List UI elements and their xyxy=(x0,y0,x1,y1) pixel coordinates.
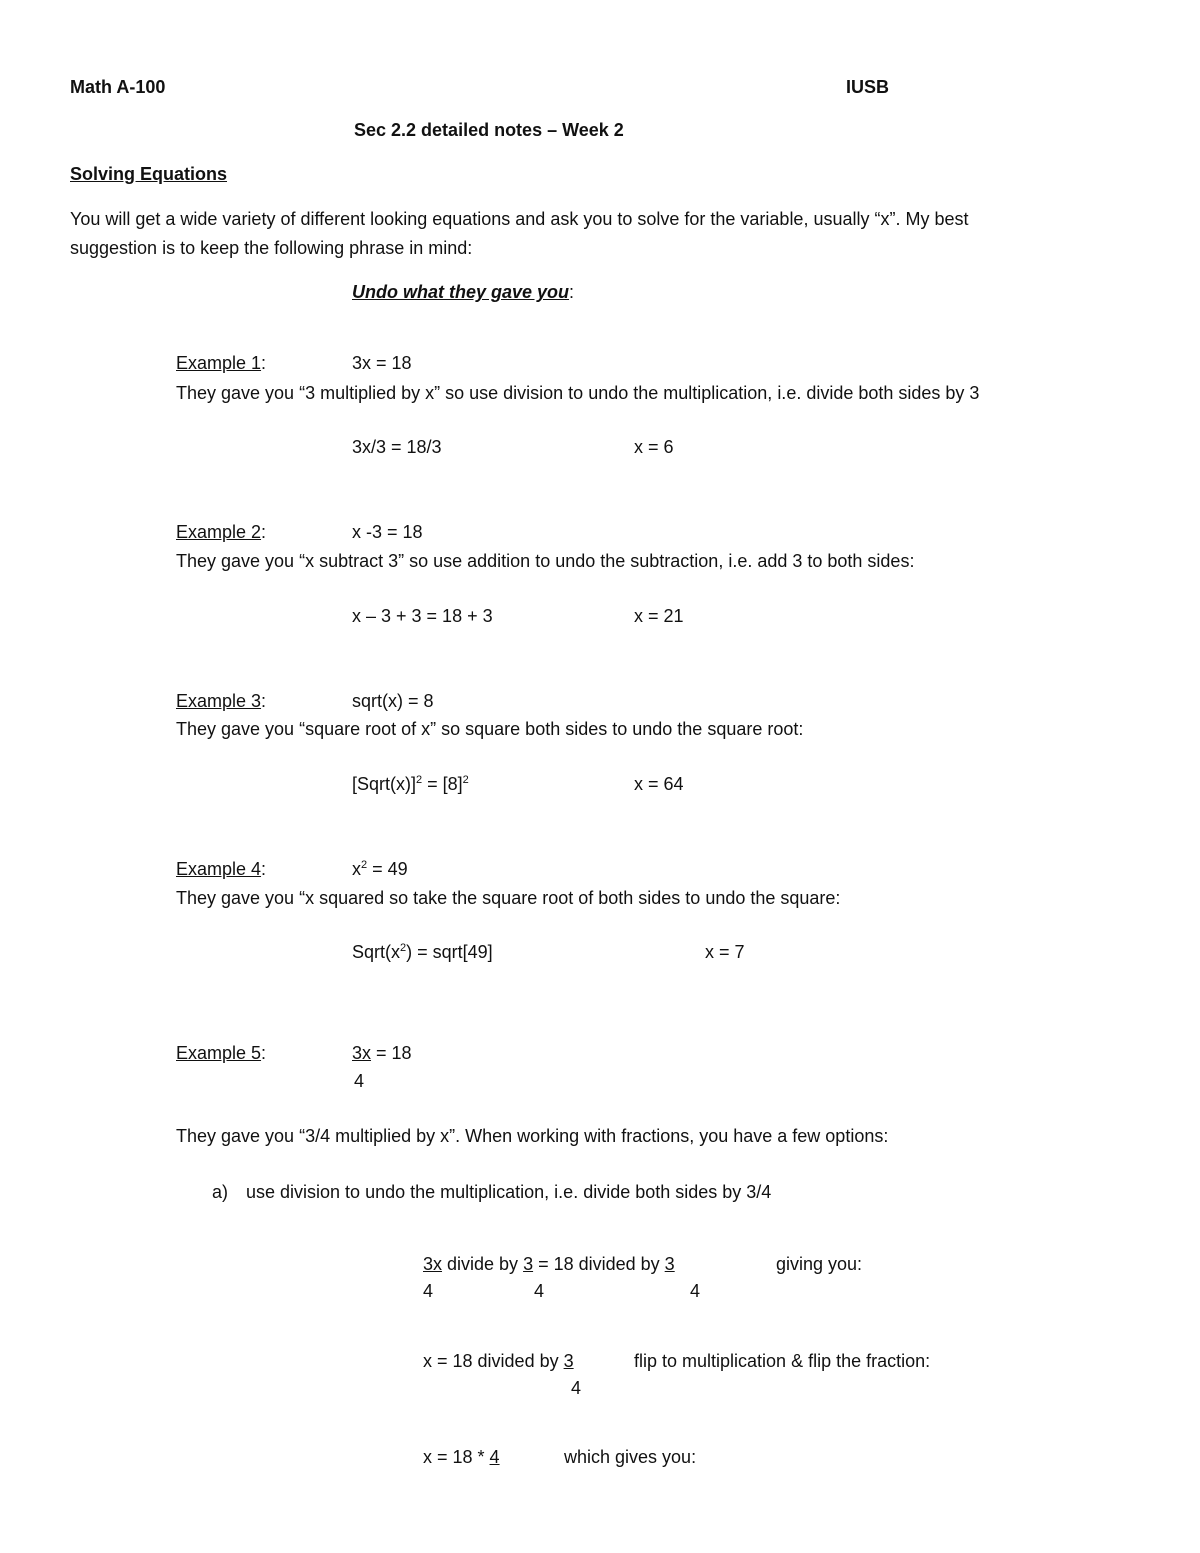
step-text: = 18 divided by xyxy=(533,1254,665,1274)
step-1-line xyxy=(423,1253,675,1275)
fraction-denominator: 4 xyxy=(354,1071,365,1091)
equation-base: x xyxy=(352,859,361,879)
step-text: divide by xyxy=(442,1254,524,1274)
step-text: x = 18 divided by xyxy=(423,1351,564,1371)
example-3-explanation: They gave you “square root of x” so square both sides to undo the square root: xyxy=(176,719,804,739)
fraction-numerator: 3 xyxy=(664,1254,675,1274)
fraction-numerator: 3 xyxy=(523,1254,534,1274)
example-3-result: x = 64 xyxy=(634,774,684,794)
key-phrase xyxy=(352,281,574,303)
intro-line-1: You will get a wide variety of different looking equations and ask you to solve for the variable, usually “x”. My best xyxy=(70,209,969,229)
work-part: = [8] xyxy=(422,774,463,794)
example-3-label xyxy=(176,690,266,712)
example-1-explanation: They gave you “3 multiplied by x” so use division to undo the multiplication, i.e. divide both sides by 3 xyxy=(176,383,980,403)
key-phrase-text: Undo what they gave you xyxy=(352,282,570,302)
fraction-denominator: 4 xyxy=(423,1281,434,1301)
course-name: Math A-100 xyxy=(70,77,166,97)
example-label-colon: : xyxy=(261,859,267,879)
fraction-numerator: 4 xyxy=(489,1447,500,1467)
fraction-denominator: 4 xyxy=(571,1378,582,1398)
page-title: Sec 2.2 detailed notes – Week 2 xyxy=(354,120,624,140)
section-heading: Solving Equations xyxy=(70,164,228,184)
equation-rest: = 18 xyxy=(371,1043,412,1063)
example-3-work xyxy=(352,773,469,795)
example-5-equation xyxy=(352,1042,412,1064)
example-4-label xyxy=(176,858,266,880)
fraction-numerator: 3 xyxy=(563,1351,574,1371)
exponent: 2 xyxy=(361,859,368,871)
example-4-explanation: They gave you “x squared so take the square root of both sides to undo the square: xyxy=(176,888,841,908)
school-name: IUSB xyxy=(846,77,890,97)
example-label-text: Example 4 xyxy=(176,859,262,879)
fraction-denominator: 4 xyxy=(690,1281,701,1301)
example-4-work xyxy=(352,941,493,963)
step-1-note: giving you: xyxy=(776,1254,863,1274)
example-2-result: x = 21 xyxy=(634,606,684,626)
example-label-text: Example 3 xyxy=(176,691,262,711)
example-label-colon: : xyxy=(261,353,267,373)
example-4-result: x = 7 xyxy=(705,942,745,962)
example-label-text: Example 5 xyxy=(176,1043,262,1063)
example-1-equation: 3x = 18 xyxy=(352,353,412,373)
example-4-equation xyxy=(352,858,408,880)
fraction-denominator: 4 xyxy=(534,1281,545,1301)
step-2-line xyxy=(423,1350,574,1372)
exponent: 2 xyxy=(462,774,469,786)
intro-line-2: suggestion is to keep the following phrase in mind: xyxy=(70,238,473,258)
example-2-work: x – 3 + 3 = 18 + 3 xyxy=(352,606,493,626)
example-1-work: 3x/3 = 18/3 xyxy=(352,437,442,457)
example-2-explanation: They gave you “x subtract 3” so use addition to undo the subtraction, i.e. add 3 to both sides: xyxy=(176,551,915,571)
step-3-note: which gives you: xyxy=(564,1447,697,1467)
example-5-explanation: They gave you “3/4 multiplied by x”. When working with fractions, you have a few options: xyxy=(176,1126,889,1146)
option-a-text: use division to undo the multiplication, i.e. divide both sides by 3/4 xyxy=(246,1182,772,1202)
work-part: Sqrt(x xyxy=(352,942,401,962)
equation-rest: = 49 xyxy=(367,859,408,879)
example-label-text: Example 2 xyxy=(176,522,262,542)
key-phrase-colon: : xyxy=(569,282,575,302)
fraction-numerator: 3x xyxy=(423,1254,443,1274)
work-part: ) = sqrt[49] xyxy=(406,942,493,962)
example-5-label xyxy=(176,1042,266,1064)
option-a-marker: a) xyxy=(212,1182,229,1202)
example-label-colon: : xyxy=(261,1043,267,1063)
work-part: [Sqrt(x)] xyxy=(352,774,417,794)
example-1-result: x = 6 xyxy=(634,437,674,457)
example-label-colon: : xyxy=(261,522,267,542)
example-3-equation: sqrt(x) = 8 xyxy=(352,691,434,711)
fraction-numerator: 3x xyxy=(352,1043,372,1063)
example-1-label xyxy=(176,352,266,374)
exponent: 2 xyxy=(400,942,407,954)
step-text: x = 18 * xyxy=(423,1447,490,1467)
example-label-text: Example 1 xyxy=(176,353,262,373)
example-2-equation: x -3 = 18 xyxy=(352,522,423,542)
example-2-label xyxy=(176,521,266,543)
exponent: 2 xyxy=(416,774,423,786)
step-3-line xyxy=(423,1446,500,1468)
example-label-colon: : xyxy=(261,691,267,711)
step-2-note: flip to multiplication & flip the fraction: xyxy=(634,1351,931,1371)
